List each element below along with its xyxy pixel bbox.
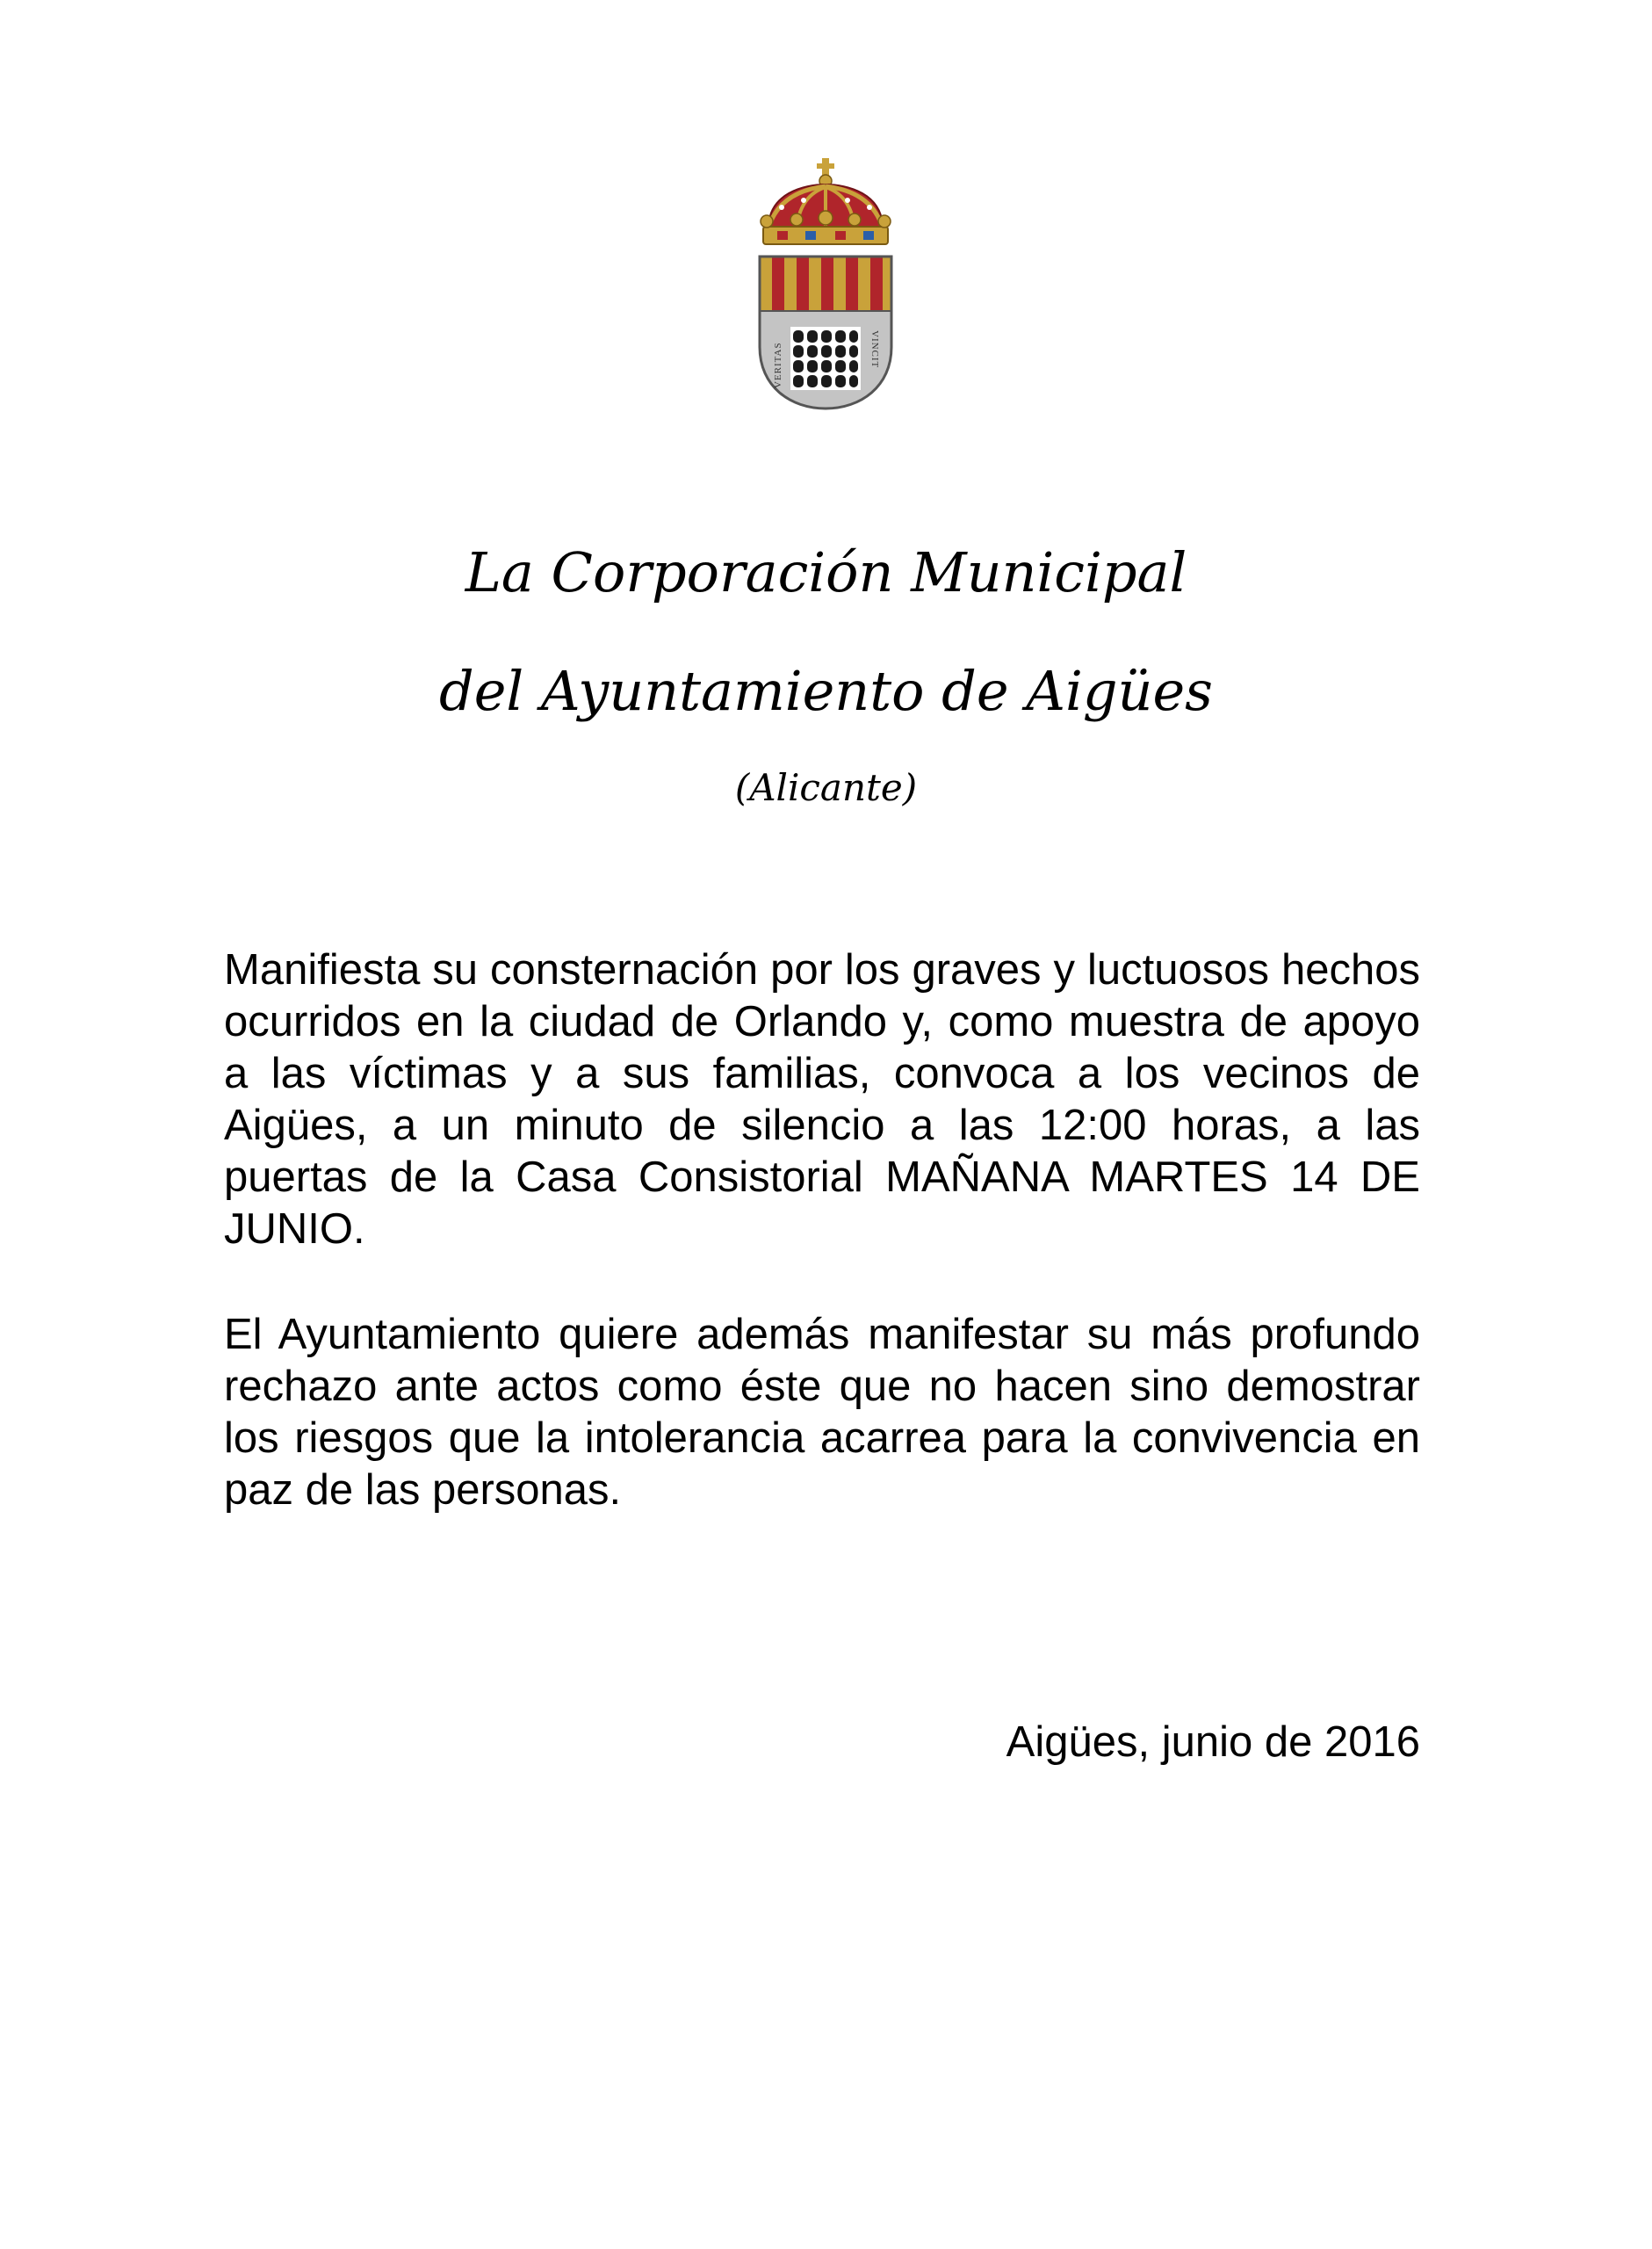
heading-corporation: La Corporación Municipal [465,540,1187,604]
coat-of-arms-icon [751,158,900,413]
rejection-paragraph: El Ayuntamiento quiere además manifestar su más profundo rechazo ante actos como éste que no hacen sino demostrar los riesgos que la intolerancia acarrea para la convivencia en paz de las personas. [224,1311,1420,1514]
place-date-signature: Aigües, junio de 2016 [1006,1718,1420,1766]
crest-motto-right: VINCIT [869,330,880,369]
crown-icon [761,158,891,244]
shield-icon [760,257,891,412]
heading-province: (Alicante) [734,766,918,809]
heading-ayuntamiento: del Ayuntamiento de Aigües [439,659,1213,723]
announcement-paragraph: Manifiesta su consternación por los graves y luctuosos hechos ocurridos en la ciudad de Orlando y, como muestra de apoyo a las víctimas y a sus familias, convoca a los vecinos de Aigües, a un minuto de silencio a las 12:00 horas, a las puertas de la Casa Consistorial MAÑANA MARTES 14 DE JUNIO. [224,946,1420,1253]
crest-motto-left: VERITAS [773,342,783,388]
